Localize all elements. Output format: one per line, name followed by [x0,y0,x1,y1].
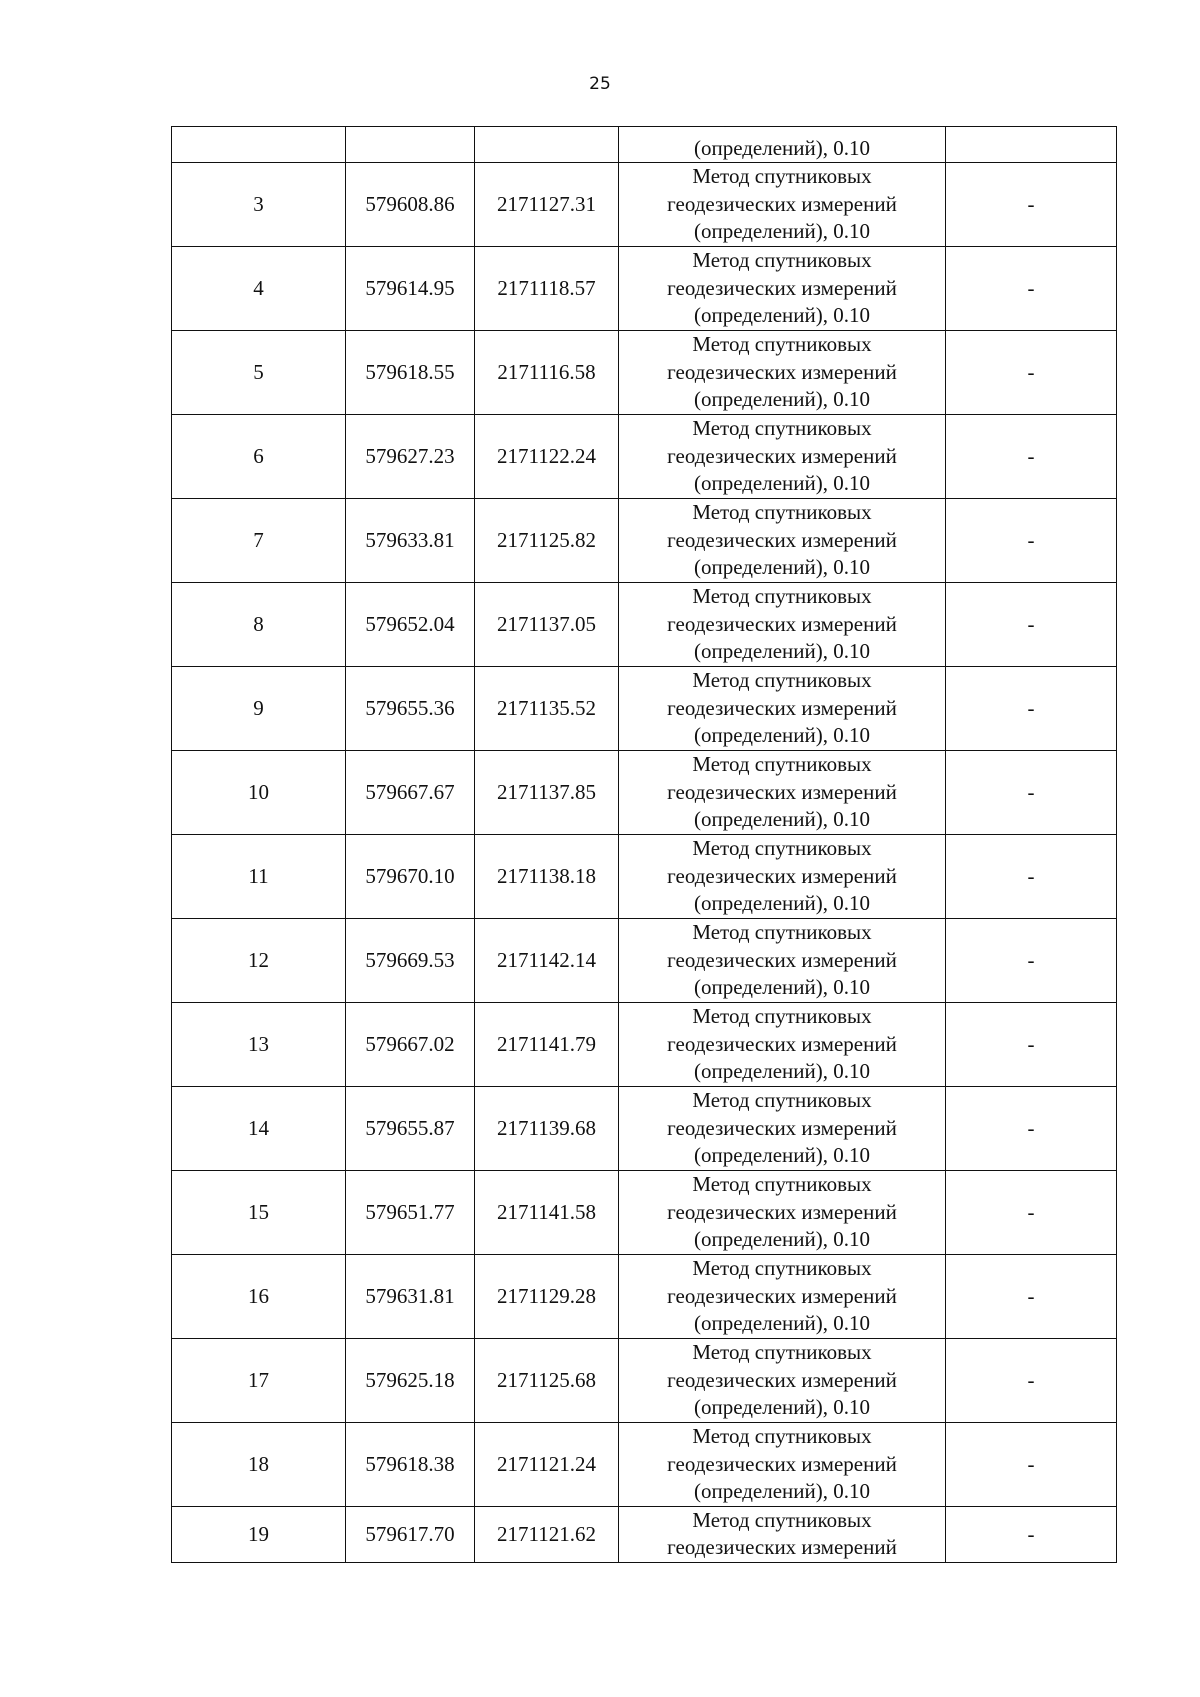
cell-point: 14 [172,1087,346,1171]
method-line: Метод спутниковых [692,920,872,945]
method-line: геодезических измерений [667,1031,897,1056]
cell-point: 12 [172,919,346,1003]
cell-y: 2171118.57 [475,247,619,331]
table-row [172,1339,1117,1423]
method-line: геодезических измерений [667,1367,897,1392]
cell-point: 3 [172,163,346,247]
cell-method [619,1171,946,1255]
cell-method [619,919,946,1003]
cell-point: 18 [172,1423,346,1507]
cell-note: - [946,331,1117,415]
cell-method [619,667,946,751]
table-row [172,1507,1117,1563]
cell-method [619,1087,946,1171]
cell-method [619,1255,946,1339]
method-line: геодезических измерений [667,275,897,300]
cell-point: 17 [172,1339,346,1423]
cell-note: - [946,247,1117,331]
cell-method [619,583,946,667]
table-row [172,247,1117,331]
cell-y: 2171116.58 [475,331,619,415]
method-line: геодезических измерений [667,947,897,972]
method-line: Метод спутниковых [692,248,872,273]
cell-point: 5 [172,331,346,415]
table-row [172,1171,1117,1255]
cell-x: 579608.86 [346,163,475,247]
method-line: геодезических измерений [667,1283,897,1308]
method-line: Метод спутниковых [692,668,872,693]
cell-method [619,1339,946,1423]
cell-note: - [946,163,1117,247]
method-line: (определений), 0.10 [693,807,871,832]
cell-x: 579631.81 [346,1255,475,1339]
method-line: геодезических измерений [667,863,897,888]
method-line: Метод спутниковых [692,1172,872,1197]
table-row [172,835,1117,919]
method-line: геодезических измерений [667,1199,897,1224]
cell-point: 11 [172,835,346,919]
cell-point: 10 [172,751,346,835]
cell-point: 16 [172,1255,346,1339]
cell-note: - [946,1003,1117,1087]
method-line: геодезических измерений [667,443,897,468]
method-line: (определений), 0.10 [693,136,871,160]
cell-x: 579655.36 [346,667,475,751]
method-line: Метод спутниковых [692,1004,872,1029]
method-line: (определений), 0.10 [693,471,871,496]
method-line: геодезических измерений [667,1115,897,1140]
cell-y: 2171141.58 [475,1171,619,1255]
cell-x [346,127,475,163]
method-line: Метод спутниковых [692,1340,872,1365]
cell-method [619,1003,946,1087]
cell-method [619,1423,946,1507]
method-line: Метод спутниковых [692,1256,872,1281]
cell-x: 579652.04 [346,583,475,667]
cell-y: 2171138.18 [475,835,619,919]
page-number: 25 [589,74,611,94]
cell-y: 2171139.68 [475,1087,619,1171]
method-line: Метод спутниковых [692,1508,872,1532]
method-line: Метод спутниковых [692,500,872,525]
method-line: (определений), 0.10 [693,1311,871,1336]
table-row [172,1003,1117,1087]
cell-y: 2171137.05 [475,583,619,667]
cell-x: 579651.77 [346,1171,475,1255]
method-line: геодезических измерений [667,779,897,804]
table-row [172,1255,1117,1339]
table-row [172,1423,1117,1507]
method-line: геодезических измерений [667,527,897,552]
cell-x: 579633.81 [346,499,475,583]
cell-x: 579670.10 [346,835,475,919]
method-line: (определений), 0.10 [693,723,871,748]
method-line: геодезических измерений [667,1451,897,1476]
method-line: геодезических измерений [667,1535,897,1559]
cell-method [619,247,946,331]
method-line: (определений), 0.10 [693,555,871,580]
coordinates-table-body [172,127,1117,1563]
method-line: Метод спутниковых [692,752,872,777]
cell-point: 8 [172,583,346,667]
method-line: (определений), 0.10 [693,975,871,1000]
cell-note: - [946,1087,1117,1171]
cell-method [619,127,946,163]
method-line: (определений), 0.10 [693,891,871,916]
method-line: (определений), 0.10 [693,1479,871,1504]
cell-x: 579669.53 [346,919,475,1003]
table-row [172,415,1117,499]
cell-x: 579625.18 [346,1339,475,1423]
method-line: (определений), 0.10 [693,1395,871,1420]
cell-method [619,751,946,835]
cell-method [619,499,946,583]
cell-note: - [946,835,1117,919]
table-row-continued [172,127,1117,163]
cell-x: 579655.87 [346,1087,475,1171]
method-line: Метод спутниковых [692,416,872,441]
cell-point: 6 [172,415,346,499]
cell-point: 13 [172,1003,346,1087]
cell-note: - [946,919,1117,1003]
method-line: Метод спутниковых [692,332,872,357]
cell-y: 2171125.68 [475,1339,619,1423]
cell-method [619,835,946,919]
table-row [172,751,1117,835]
cell-y: 2171137.85 [475,751,619,835]
method-line: геодезических измерений [667,359,897,384]
cell-note: - [946,1507,1117,1563]
cell-y: 2171129.28 [475,1255,619,1339]
cell-point: 19 [172,1507,346,1563]
cell-x: 579614.95 [346,247,475,331]
cell-y [475,127,619,163]
method-line: Метод спутниковых [692,1424,872,1449]
method-line: (определений), 0.10 [693,1143,871,1168]
cell-x: 579667.02 [346,1003,475,1087]
cell-note: - [946,583,1117,667]
method-line: (определений), 0.10 [693,303,871,328]
cell-y: 2171125.82 [475,499,619,583]
method-line: Метод спутниковых [692,1088,872,1113]
method-line: Метод спутниковых [692,836,872,861]
cell-x: 579618.55 [346,331,475,415]
table-row [172,331,1117,415]
table-row [172,1087,1117,1171]
table-row [172,499,1117,583]
method-line: (определений), 0.10 [693,219,871,244]
cell-point: 7 [172,499,346,583]
cell-y: 2171121.24 [475,1423,619,1507]
cell-method [619,415,946,499]
method-line: (определений), 0.10 [693,1227,871,1252]
cell-note: - [946,1171,1117,1255]
cell-point: 9 [172,667,346,751]
table-row [172,667,1117,751]
cell-note: - [946,415,1117,499]
cell-note: - [946,1255,1117,1339]
cell-note: - [946,499,1117,583]
method-line: (определений), 0.10 [693,1059,871,1084]
cell-method [619,1507,946,1563]
method-line: геодезических измерений [667,611,897,636]
cell-point: 15 [172,1171,346,1255]
method-line: (определений), 0.10 [693,387,871,412]
table-row [172,583,1117,667]
cell-y: 2171142.14 [475,919,619,1003]
cell-note: - [946,1423,1117,1507]
cell-x: 579627.23 [346,415,475,499]
cell-method [619,331,946,415]
method-line: геодезических измерений [667,191,897,216]
cell-x: 579618.38 [346,1423,475,1507]
cell-y: 2171121.62 [475,1507,619,1563]
cell-y: 2171141.79 [475,1003,619,1087]
method-line: (определений), 0.10 [693,639,871,664]
method-line: Метод спутниковых [692,584,872,609]
cell-note: - [946,751,1117,835]
method-line: Метод спутниковых [692,164,872,189]
cell-note [946,127,1117,163]
table-row [172,919,1117,1003]
cell-x: 579667.67 [346,751,475,835]
cell-y: 2171135.52 [475,667,619,751]
method-line: геодезических измерений [667,695,897,720]
cell-note: - [946,1339,1117,1423]
table-row [172,163,1117,247]
coordinates-table [171,126,1117,1563]
cell-method [619,163,946,247]
cell-point [172,127,346,163]
cell-x: 579617.70 [346,1507,475,1563]
cell-y: 2171122.24 [475,415,619,499]
cell-point: 4 [172,247,346,331]
cell-note: - [946,667,1117,751]
cell-y: 2171127.31 [475,163,619,247]
